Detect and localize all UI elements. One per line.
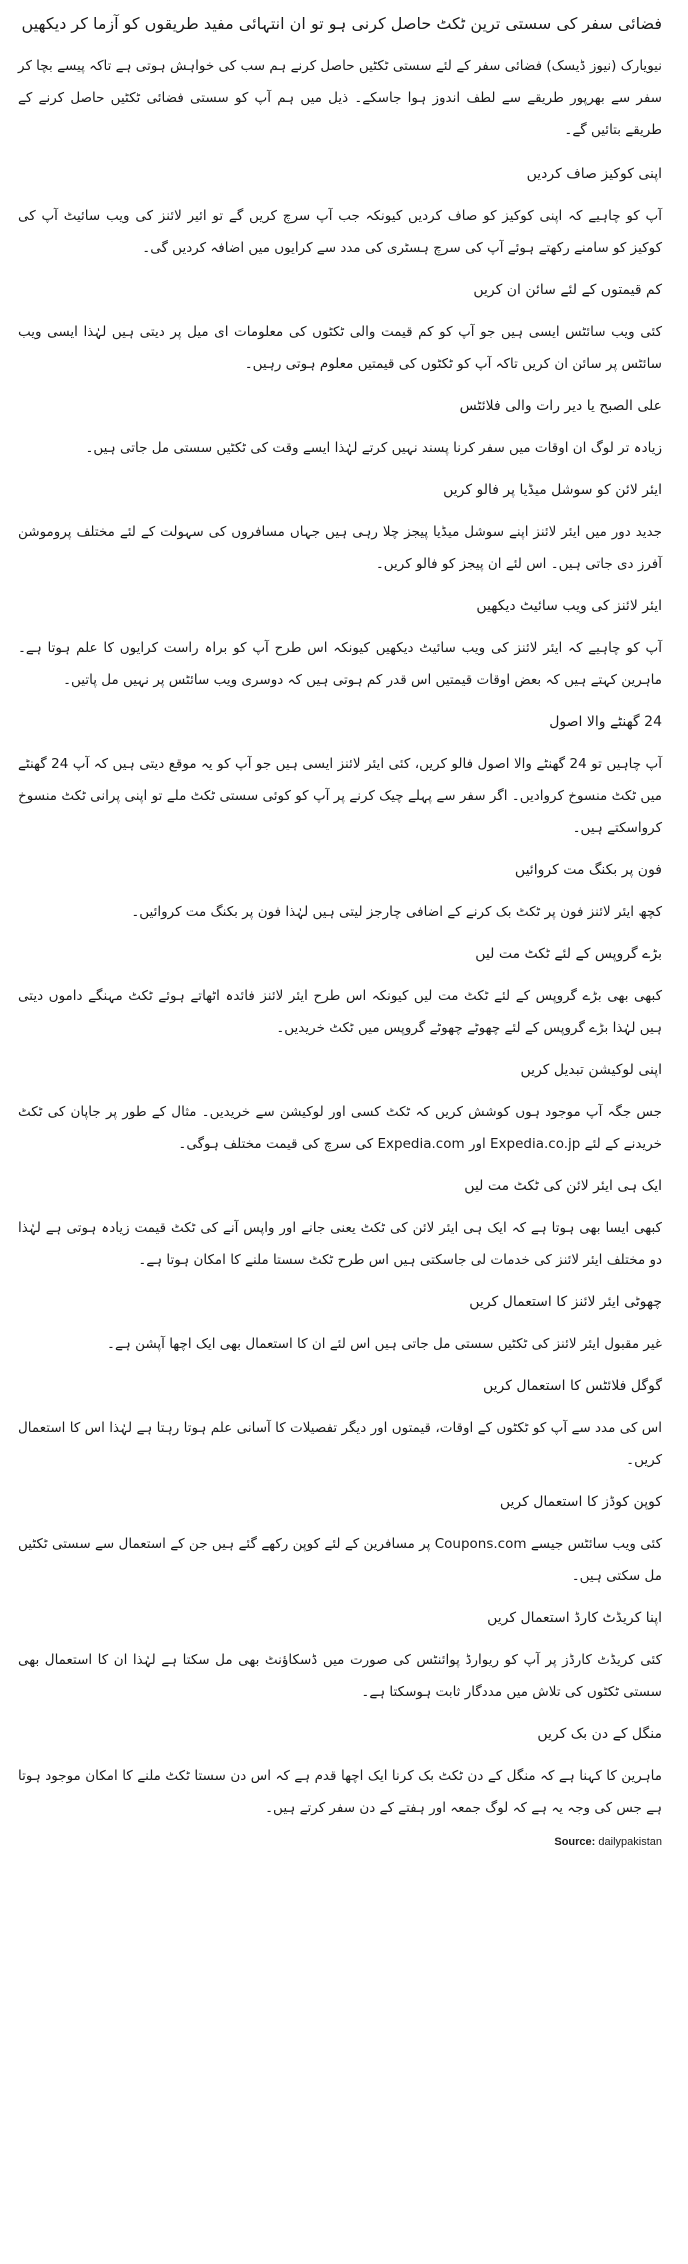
section-coupon-codes [18,1488,662,1592]
section-tuesday-booking [18,1720,662,1824]
section-paragraph: کئی ویب سائٹس جیسے Coupons.com پر مسافرین کے لئے کوپن رکھے گئے ہیں جن کے استعمال سے سستی ٹکٹیں مل سکتی ہیں۔ [18,1536,662,1584]
section-small-airlines [18,1288,662,1360]
section-single-airline [18,1172,662,1276]
section-heading: ایک ہی ایئر لائن کی ٹکٹ مت لیں [464,1178,662,1194]
article-title: فضائی سفر کی سستی ترین ٹکٹ حاصل کرنی ہو تو ان انتہائی مفید طریقوں کو آزما کر دیکھیں [21,14,662,33]
section-paragraph: زیادہ تر لوگ ان اوقات میں سفر کرنا پسند نہیں کرتے لہٰذا ایسے وقت کی ٹکٹیں سستی مل جاتی ہیں۔ [85,440,662,456]
section-heading: فون پر بکنگ مت کروائیں [514,862,662,878]
article-intro: نیویارک (نیوز ڈیسک) فضائی سفر کے لئے سستی ٹکٹیں حاصل کرنے ہم سب کی خواہش ہوتی ہے تاکہ پیسے بچا کر سفر سے بھرپور طریقے سے لطف اندوز ہوا جاسکے۔ ذیل میں ہم آپ کو سستی فضائی ٹکٹیں حاصل کرنے کے طریقے بتائیں گے۔ [18,58,662,138]
section-heading: اپنی کوکیز صاف کردیں [526,166,662,182]
section-heading: ایئر لائن کو سوشل میڈیا پر فالو کریں [443,482,662,498]
section-paragraph: کئی کریڈٹ کارڈز پر آپ کو ریوارڈ پوائنٹس کی صورت میں ڈسکاؤنٹ بھی مل سکتا ہے لہٰذا ان کا استعمال بھی سستی ٹکٹوں کی تلاش میں مددگار ثابت ہوسکتا ہے۔ [18,1652,662,1700]
section-heading: گوگل فلائٹس کا استعمال کریں [483,1378,662,1394]
section-early-late-flights [18,392,662,464]
section-phone-booking [18,856,662,928]
section-heading: چھوٹی ایئر لائنز کا استعمال کریں [469,1294,662,1310]
section-sign-in [18,276,662,380]
section-paragraph: کبھی ایسا بھی ہوتا ہے کہ ایک ہی ایئر لائن کی ٹکٹ یعنی جانے اور واپس آنے کی ٹکٹ قیمت زیادہ ہوتی ہے لہٰذا دو مختلف ایئر لائنز کی خدمات لی جاسکتی ہیں اس طرح ٹکٹ سستا ملنے کا امکان ہوتا ہے۔ [18,1220,662,1268]
section-paragraph: ماہرین کا کہنا ہے کہ منگل کے دن ٹکٹ بک کرنا ایک اچھا قدم ہے کہ اس دن سستا ٹکٹ ملنے کا امکان موجود ہوتا ہے جس کی وجہ یہ ہے کہ لوگ جمعہ اور ہفتے کے دن سفر کرتے ہیں۔ [18,1768,662,1816]
section-heading: 24 گھنٹے والا اصول [549,714,662,730]
section-social-media [18,476,662,580]
section-heading: اپنا کریڈٹ کارڈ استعمال کریں [487,1610,662,1626]
section-paragraph: جدید دور میں ایئر لائنز اپنے سوشل میڈیا پیجز چلا رہی ہیں جہاں مسافروں کی سہولت کے لئے مختلف پروموشن آفرز دی جاتی ہیں۔ اس لئے ان پیجز کو فالو کریں۔ [18,524,662,572]
source-label: Source: [554,1836,596,1848]
section-paragraph: غیر مقبول ایئر لائنز کی ٹکٹیں سستی مل جاتی ہیں اس لئے ان کا استعمال بھی ایک اچھا آپشن ہے۔ [107,1336,662,1352]
section-credit-card [18,1604,662,1708]
section-24-hour-rule [18,708,662,844]
section-heading: کوپن کوڈز کا استعمال کریں [499,1494,662,1510]
section-paragraph: کئی ویب سائٹس ایسی ہیں جو آپ کو کم قیمت والی ٹکٹوں کی معلومات ای میل پر دیتی ہیں لہٰذا ایسی ویب سائٹس پر سائن ان کریں تاکہ آپ کو ٹکٹوں کی قیمتیں معلوم ہوتی رہیں۔ [18,324,662,372]
source-value: dailypakistan [598,1836,662,1848]
section-paragraph: آپ کو چاہیے کہ ایئر لائنز کی ویب سائیٹ دیکھیں کیونکہ اس طرح آپ کو براہ راست کرایوں کا علم ہوتا ہے۔ ماہرین کہتے ہیں کہ بعض اوقات قیمتیں اس قدر کم ہوتی ہیں کہ دوسری ویب سائٹس پر نہیں مل پاتیں۔ [18,640,662,688]
section-heading: کم قیمتوں کے لئے سائن ان کریں [473,282,662,298]
section-paragraph: آپ چاہیں تو 24 گھنٹے والا اصول فالو کریں، کئی ایئر لائنز ایسی ہیں جو آپ کو یہ موقع دیتی ہیں کہ آپ 24 گھنٹے میں ٹکٹ منسوخ کروادیں۔ اگر سفر سے پہلے چیک کرنے پر آپ کو کوئی سستی ٹکٹ ملے تو اپنی پرانی ٹکٹ منسوخ کرواسکتے ہیں۔ [18,756,662,836]
section-heading: بڑے گروپس کے لئے ٹکٹ مت لیں [475,946,662,962]
section-clear-cookies [18,160,662,264]
section-heading: اپنی لوکیشن تبدیل کریں [520,1062,662,1078]
section-large-groups [18,940,662,1044]
section-change-location [18,1056,662,1160]
article-source [18,1836,662,1848]
section-heading: ایئر لائنز کی ویب سائیٹ دیکھیں [476,598,662,614]
section-airline-website [18,592,662,696]
section-paragraph: جس جگہ آپ موجود ہوں کوشش کریں کہ ٹکٹ کسی اور لوکیشن سے خریدیں۔ مثال کے طور پر جاپان کی ٹکٹ خریدنے کے لئے Expedia.co.jp اور Expedia.com کی سرچ کی قیمت مختلف ہوگی۔ [18,1104,662,1152]
section-paragraph: کچھ ایئر لائنز فون پر ٹکٹ بک کرنے کے اضافی چارجز لیتی ہیں لہٰذا فون پر بکنگ مت کروائیں۔ [131,904,662,920]
section-paragraph: کبھی بھی بڑے گروپس کے لئے ٹکٹ مت لیں کیونکہ اس طرح ایئر لائنز فائدہ اٹھاتے ہوئے ٹکٹ مہنگے داموں دیتی ہیں لہٰذا بڑے گروپس کے لئے چھوٹے چھوٹے گروپس میں ٹکٹ خریدیں۔ [18,988,662,1036]
section-paragraph: اس کی مدد سے آپ کو ٹکٹوں کے اوقات، قیمتوں اور دیگر تفصیلات کا آسانی علم ہوتا رہتا ہے لہٰذا اس کا استعمال کریں۔ [18,1420,662,1468]
section-paragraph: آپ کو چاہیے کہ اپنی کوکیز کو صاف کردیں کیونکہ جب آپ سرچ کریں گے تو ائیر لائنز کی ویب سائیٹ آپ کی کوکیز کو سامنے رکھتے ہوئے آپ کی سرچ ہسٹری کی مدد سے کرایوں میں اضافہ کردیں گی۔ [18,208,662,256]
section-google-flights [18,1372,662,1476]
section-heading: منگل کے دن بک کریں [537,1726,662,1742]
section-heading: علی الصبح یا دیر رات والی فلائٹس [459,398,662,414]
